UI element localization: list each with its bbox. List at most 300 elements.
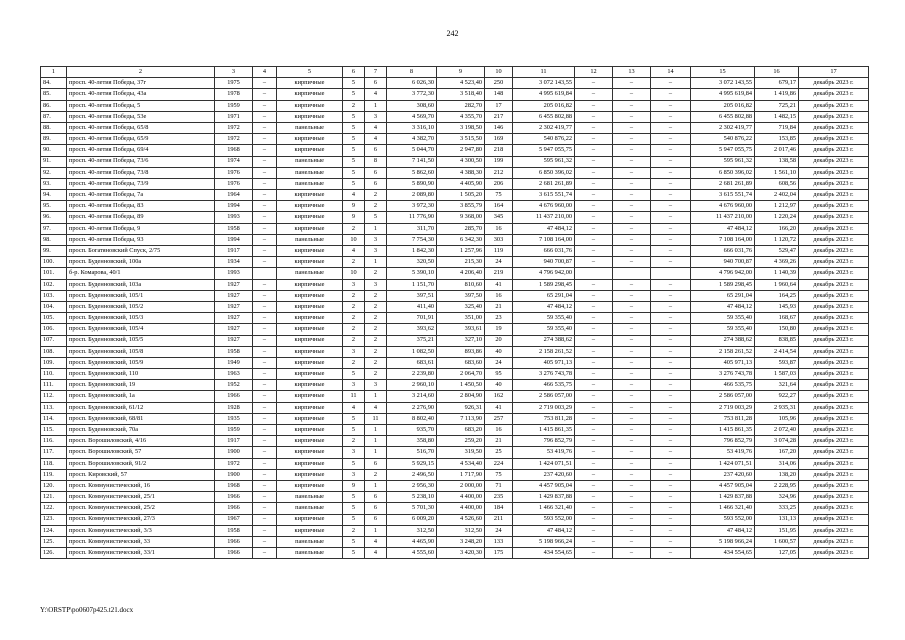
table-cell: 1959 (215, 100, 253, 111)
table-cell: – (575, 89, 613, 100)
table-cell: – (253, 536, 277, 547)
table-cell: 100. (41, 257, 67, 268)
table-cell: – (253, 100, 277, 111)
table-cell: 113. (41, 402, 67, 413)
table-cell: 24 (485, 257, 513, 268)
table-cell: просп. Ворошиловский, 4/16 (67, 436, 215, 447)
table-cell: 219 (485, 268, 513, 279)
table-row (41, 447, 869, 458)
table-cell: 2 947,80 (437, 145, 485, 156)
table-cell: – (651, 525, 691, 536)
table-cell: 2 (365, 313, 387, 324)
table-cell: – (651, 335, 691, 346)
table-cell: декабрь 2023 г. (799, 436, 869, 447)
table-cell: – (651, 301, 691, 312)
table-cell: – (613, 357, 651, 368)
table-cell: декабрь 2023 г. (799, 100, 869, 111)
table-cell: – (253, 413, 277, 424)
table-cell: 119 (485, 246, 513, 257)
table-cell: 2 (365, 301, 387, 312)
table-cell: – (613, 78, 651, 89)
table-cell: кирпичные (277, 313, 343, 324)
table-cell: 2 956,30 (387, 480, 437, 491)
table-cell: 1 140,39 (755, 268, 799, 279)
table-cell: 1 561,10 (755, 167, 799, 178)
table-cell: 11 (343, 391, 365, 402)
table-cell: 796 852,79 (691, 436, 755, 447)
table-cell: – (253, 425, 277, 436)
table-cell: 5 (343, 548, 365, 559)
table-cell: – (613, 257, 651, 268)
table-cell: просп. Буденновский, 1а (67, 391, 215, 402)
table-cell: панельные (277, 156, 343, 167)
table-cell: – (575, 178, 613, 189)
table-cell: панельные (277, 268, 343, 279)
table-row (41, 536, 869, 547)
table-cell: – (651, 447, 691, 458)
table-cell: 217 (485, 111, 513, 122)
table-cell: – (651, 313, 691, 324)
table-cell: – (575, 413, 613, 424)
table-cell: 41 (485, 402, 513, 413)
table-cell: кирпичные (277, 335, 343, 346)
table-cell: 5 (343, 369, 365, 380)
table-cell (651, 268, 691, 279)
table-cell: – (613, 402, 651, 413)
table-cell: – (651, 78, 691, 89)
table-cell: 11 437 210,00 (691, 212, 755, 223)
table-cell: 796 852,79 (513, 436, 575, 447)
table-cell: – (651, 145, 691, 156)
table-cell: 2 414,54 (755, 346, 799, 357)
table-cell: 120. (41, 480, 67, 491)
table-cell: декабрь 2023 г. (799, 257, 869, 268)
table-cell: – (613, 212, 651, 223)
table-cell: просп. Буденновский, 105/9 (67, 357, 215, 368)
table-cell: – (575, 212, 613, 223)
table-cell: – (613, 436, 651, 447)
table-cell: – (253, 223, 277, 234)
table-cell: 9 368,00 (437, 212, 485, 223)
table-cell: просп. Богатяновский Спуск, 2/75 (67, 246, 215, 257)
table-cell: 1917 (215, 436, 253, 447)
table-cell: 3 (343, 380, 365, 391)
table-cell: 1975 (215, 78, 253, 89)
table-cell: 2 (365, 469, 387, 480)
table-cell: просп. 40-летия Победы, 65/8 (67, 122, 215, 133)
table-cell: 1900 (215, 469, 253, 480)
table-cell: просп. 40-летия Победы, 53е (67, 111, 215, 122)
table-cell: 59 355,40 (691, 313, 755, 324)
table-cell: кирпичные (277, 111, 343, 122)
table-cell: декабрь 2023 г. (799, 156, 869, 167)
table-cell: 4 206,40 (437, 268, 485, 279)
table-cell: 1927 (215, 313, 253, 324)
table-cell: – (613, 525, 651, 536)
table-cell: 21 (485, 436, 513, 447)
table-cell: – (613, 134, 651, 145)
table-cell: 2 719 003,29 (691, 402, 755, 413)
table-row (41, 122, 869, 133)
table-cell: 6 455 802,88 (513, 111, 575, 122)
table-cell: 345 (485, 212, 513, 223)
table-cell: – (575, 78, 613, 89)
table-cell: декабрь 2023 г. (799, 212, 869, 223)
table-cell: 324,96 (755, 492, 799, 503)
table-cell: 5 (365, 212, 387, 223)
table-cell: 593 552,00 (691, 514, 755, 525)
table-cell: кирпичные (277, 346, 343, 357)
table-cell: 1927 (215, 335, 253, 346)
table-cell: – (253, 391, 277, 402)
table-cell: 4 (365, 536, 387, 547)
table-cell: 25 (485, 447, 513, 458)
table-cell: 6 (365, 458, 387, 469)
table-cell: – (253, 469, 277, 480)
table-cell: 1 587,03 (755, 369, 799, 380)
table-cell: 2 719 003,29 (513, 402, 575, 413)
table-cell: кирпичные (277, 201, 343, 212)
table-cell: 124. (41, 525, 67, 536)
table-cell: 516,70 (387, 447, 437, 458)
table-cell: 8 (365, 156, 387, 167)
table-cell: – (651, 290, 691, 301)
table-cell: 1964 (215, 190, 253, 201)
table-cell: декабрь 2023 г. (799, 201, 869, 212)
table-cell: – (651, 458, 691, 469)
table-cell: – (575, 100, 613, 111)
table-cell: – (651, 190, 691, 201)
table-cell: декабрь 2023 г. (799, 357, 869, 368)
table-cell: 2 (343, 313, 365, 324)
table-cell: 5 (343, 167, 365, 178)
table-cell: – (613, 447, 651, 458)
table-cell: 235 (485, 492, 513, 503)
table-cell: 1972 (215, 458, 253, 469)
table-cell: 2 (343, 335, 365, 346)
table-cell: 1 120,72 (755, 234, 799, 245)
table-cell: 94. (41, 190, 67, 201)
table-cell: 4 400,00 (437, 492, 485, 503)
table-cell: 320,50 (387, 257, 437, 268)
table-cell: – (253, 369, 277, 380)
table-row (41, 156, 869, 167)
table-cell: 1 220,24 (755, 212, 799, 223)
table-cell: кирпичные (277, 301, 343, 312)
table-cell: 4 (343, 402, 365, 413)
table-cell: 3 (343, 279, 365, 290)
table-cell: 8 802,40 (387, 413, 437, 424)
table-cell: – (575, 324, 613, 335)
table-cell: 1 (365, 436, 387, 447)
table-cell: 7 108 164,00 (513, 234, 575, 245)
table-cell: 434 554,65 (513, 548, 575, 559)
table-cell: 1 (365, 391, 387, 402)
table-cell: – (651, 223, 691, 234)
table-cell: 9 (343, 212, 365, 223)
column-header: 15 (691, 67, 755, 78)
table-cell: 3 (343, 346, 365, 357)
table-cell: 41 (485, 279, 513, 290)
table-cell: просп. Коммунистический, 33 (67, 536, 215, 547)
table-cell: 86. (41, 100, 67, 111)
table-cell: 5 390,10 (387, 268, 437, 279)
table-cell: 2 402,04 (755, 190, 799, 201)
column-header: 9 (437, 67, 485, 78)
table-cell: 1958 (215, 223, 253, 234)
table-cell: 150,80 (755, 324, 799, 335)
table-cell: просп. Буденновский, 105/4 (67, 324, 215, 335)
table-cell: – (651, 514, 691, 525)
table-cell: – (575, 458, 613, 469)
table-cell: 146 (485, 122, 513, 133)
table-cell: 47 484,12 (513, 525, 575, 536)
table-cell: – (651, 469, 691, 480)
table-cell: – (575, 145, 613, 156)
table-cell: – (575, 234, 613, 245)
table-cell: – (651, 111, 691, 122)
table-cell: 4 465,90 (387, 536, 437, 547)
table-cell: 308,60 (387, 100, 437, 111)
table-cell: – (575, 190, 613, 201)
table-cell: – (253, 301, 277, 312)
table-cell: 105,96 (755, 413, 799, 424)
table-cell: – (613, 190, 651, 201)
table-cell: 21 (485, 301, 513, 312)
table-cell: декабрь 2023 г. (799, 246, 869, 257)
table-cell: 1978 (215, 89, 253, 100)
table-cell: 108. (41, 346, 67, 357)
table-cell: 2 804,90 (437, 391, 485, 402)
table-cell: 92. (41, 167, 67, 178)
table-cell: 2 681 261,89 (691, 178, 755, 189)
table-cell: 1 450,50 (437, 380, 485, 391)
table-cell: кирпичные (277, 223, 343, 234)
table-cell: 940 700,87 (513, 257, 575, 268)
column-header: 16 (755, 67, 799, 78)
table-cell: – (575, 223, 613, 234)
table-cell: 2 302 419,77 (691, 122, 755, 133)
table-cell: 4 405,90 (437, 178, 485, 189)
table-cell: просп. Ворошиловский, 57 (67, 447, 215, 458)
table-cell: 87. (41, 111, 67, 122)
table-cell: 47 484,12 (691, 525, 755, 536)
table-cell: 53 419,76 (691, 447, 755, 458)
table-cell: 89. (41, 134, 67, 145)
table-cell: 164 (485, 201, 513, 212)
table-cell: кирпичные (277, 134, 343, 145)
table-cell: 285,70 (437, 223, 485, 234)
table-cell: 199 (485, 156, 513, 167)
table-cell: 466 535,75 (513, 380, 575, 391)
table-cell: 4 526,60 (437, 514, 485, 525)
table-cell: 893,86 (437, 346, 485, 357)
table-cell: 3 (365, 380, 387, 391)
table-cell: кирпичные (277, 458, 343, 469)
table-cell: – (651, 212, 691, 223)
table-row (41, 346, 869, 357)
file-path-footer: Y:\ORSTP\ро0607р425.t21.docx (40, 606, 134, 614)
table-row (41, 525, 869, 536)
table-cell: 5 (343, 78, 365, 89)
table-cell: 1 212,97 (755, 201, 799, 212)
table-cell: 4 796 942,00 (513, 268, 575, 279)
table-cell: 24 (485, 357, 513, 368)
table-cell: 5 947 055,75 (691, 145, 755, 156)
table-cell: 6 (365, 503, 387, 514)
table-cell: – (253, 156, 277, 167)
table-cell: – (253, 346, 277, 357)
table-cell: 153,85 (755, 134, 799, 145)
table-cell: 11 (365, 413, 387, 424)
table-cell: – (613, 492, 651, 503)
table-cell: 2 089,80 (387, 190, 437, 201)
table-cell: б-р. Комарова, 40/1 (67, 268, 215, 279)
table-cell: декабрь 2023 г. (799, 78, 869, 89)
table-cell: 935,70 (387, 425, 437, 436)
table-cell: 24 (485, 525, 513, 536)
table-cell: 91. (41, 156, 67, 167)
table-cell: декабрь 2023 г. (799, 313, 869, 324)
table-cell: 105. (41, 313, 67, 324)
table-cell: панельные (277, 492, 343, 503)
table-cell: 4 (365, 134, 387, 145)
table-cell: 167,20 (755, 447, 799, 458)
table-cell: – (253, 357, 277, 368)
table-cell: 6 (365, 178, 387, 189)
table-cell: кирпичные (277, 279, 343, 290)
table-cell: 1927 (215, 290, 253, 301)
table-cell: 719,84 (755, 122, 799, 133)
column-header: 11 (513, 67, 575, 78)
table-cell: 112. (41, 391, 67, 402)
table-cell: просп. 40-летия Победы, 73/8 (67, 167, 215, 178)
table-cell: 1974 (215, 156, 253, 167)
table-cell: 5 (343, 134, 365, 145)
table-cell: 206 (485, 178, 513, 189)
table-cell: 397,50 (437, 290, 485, 301)
table-cell: – (613, 503, 651, 514)
table-cell: 810,60 (437, 279, 485, 290)
table-cell: 6 (365, 145, 387, 156)
table-cell: 2 158 261,52 (691, 346, 755, 357)
table-cell: просп. 40-летия Победы, 83 (67, 201, 215, 212)
table-cell: 358,80 (387, 436, 437, 447)
table-cell: просп. 40-летия Победы, 73/9 (67, 178, 215, 189)
table-cell: 2 (365, 290, 387, 301)
table-cell: 212 (485, 167, 513, 178)
table-cell: 5 (343, 425, 365, 436)
table-cell: 59 355,40 (513, 313, 575, 324)
table-row (41, 279, 869, 290)
table-cell: – (575, 514, 613, 525)
table-cell: – (253, 447, 277, 458)
table-cell: кирпичные (277, 145, 343, 156)
table-cell: 2 072,40 (755, 425, 799, 436)
table-cell: 4 369,26 (755, 257, 799, 268)
table-cell: – (575, 335, 613, 346)
table-cell: 375,21 (387, 335, 437, 346)
table-row (41, 402, 869, 413)
table-cell: 1 505,20 (437, 190, 485, 201)
table-cell: 3 276 743,78 (691, 369, 755, 380)
table-cell: 333,25 (755, 503, 799, 514)
table-cell: просп. 40-летия Победы, 43а (67, 89, 215, 100)
table-row (41, 268, 869, 279)
table-cell: 10 (343, 234, 365, 245)
table-cell: – (575, 447, 613, 458)
table-cell: 397,51 (387, 290, 437, 301)
table-cell: кирпичные (277, 212, 343, 223)
table-cell: просп. Буденновский, 103а (67, 279, 215, 290)
table-cell: 2 (343, 301, 365, 312)
table-cell: 5 890,90 (387, 178, 437, 189)
table-cell: 211 (485, 514, 513, 525)
table-cell: 118. (41, 458, 67, 469)
table-cell: 405 971,13 (691, 357, 755, 368)
table-cell: 1 (365, 425, 387, 436)
table-cell: 59 355,40 (513, 324, 575, 335)
table-cell: – (575, 122, 613, 133)
table-cell: декабрь 2023 г. (799, 324, 869, 335)
table-cell: 117. (41, 447, 67, 458)
table-cell: – (651, 357, 691, 368)
table-cell: – (651, 122, 691, 133)
table-cell: 1927 (215, 301, 253, 312)
table-cell: 3 (365, 279, 387, 290)
table-cell: декабрь 2023 г. (799, 268, 869, 279)
table-cell: 4 995 619,84 (691, 89, 755, 100)
table-cell: 1 (365, 223, 387, 234)
table-cell: 4 (365, 122, 387, 133)
table-cell: – (253, 111, 277, 122)
table-row (41, 369, 869, 380)
table-row (41, 324, 869, 335)
table-cell: 4 (365, 548, 387, 559)
table-cell: 1976 (215, 178, 253, 189)
table-cell: 114. (41, 413, 67, 424)
table-cell: 2 (365, 201, 387, 212)
table-cell: 1 482,15 (755, 111, 799, 122)
table-cell: 1 (365, 257, 387, 268)
table-cell: просп. Коммунистический, 25/1 (67, 492, 215, 503)
table-cell: 1972 (215, 134, 253, 145)
table-cell: 3 615 551,74 (691, 190, 755, 201)
table-cell: 5 (343, 514, 365, 525)
table-cell: 5 (343, 458, 365, 469)
table-cell: – (253, 335, 277, 346)
table-cell: 2 960,10 (387, 380, 437, 391)
table-cell: – (651, 100, 691, 111)
table-cell: 121. (41, 492, 67, 503)
table-row (41, 212, 869, 223)
table-cell: 20 (485, 335, 513, 346)
table-cell: – (613, 301, 651, 312)
table-cell: 2 935,31 (755, 402, 799, 413)
table-cell: 6 009,20 (387, 514, 437, 525)
table-cell: – (613, 100, 651, 111)
table-cell: – (613, 324, 651, 335)
table-cell: 274 388,62 (691, 335, 755, 346)
table-cell: 1 419,86 (755, 89, 799, 100)
table-row (41, 413, 869, 424)
table-cell: 75 (485, 190, 513, 201)
table-row (41, 100, 869, 111)
table-cell: – (613, 246, 651, 257)
table-cell: 1966 (215, 391, 253, 402)
table-cell: 10 (343, 268, 365, 279)
table-cell: просп. 40-летия Победы, 89 (67, 212, 215, 223)
